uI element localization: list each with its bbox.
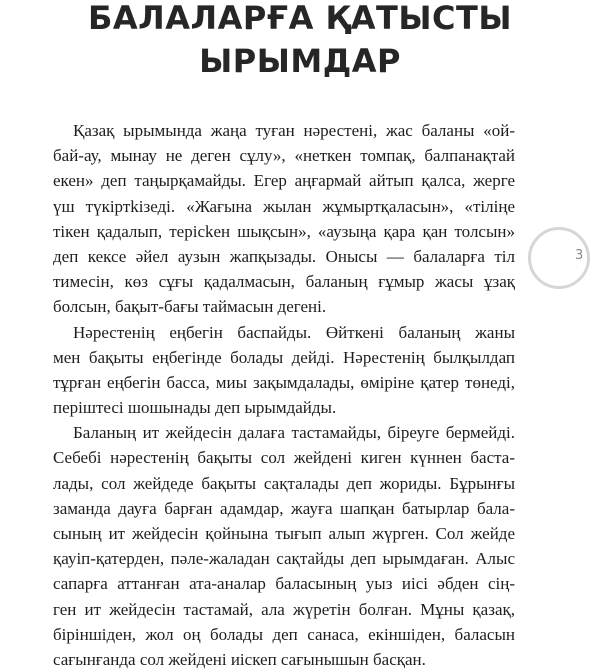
body-text [53, 118, 515, 672]
text-line: тұрған еңбегін басса, миы зақымдалады, өміріне қатер төнеді, [53, 372, 515, 392]
text-line: Баланың ит жейдесін далаға тастамайды, біреуге бермейді. [73, 423, 515, 443]
page-edge [596, 0, 600, 600]
text-line: бай-ау, мынау не деген сұлу», «неткен томпақ, балпанақтай [53, 146, 515, 166]
text-line: Нәрестенің еңбегін баспайды. Өйткені баланың жаны [73, 322, 515, 342]
text-line: заманда дауға барған адамдар, жауға шапқан батырлар бала- [53, 498, 515, 518]
text-line: үш түкіртkізеді. «Жағына жылан жұмыртқаласын», «тіліңе [53, 196, 515, 216]
text-line: ген ит жейдесін тастамай, ала жүретін болған. Мұны қазақ, [53, 599, 515, 619]
text-line: сағынғанда сол жейдені иіскеп сағынышын басқан. [53, 649, 426, 669]
text-line: біріншіден, жол оң болады деп санаса, екіншіден, баласын [53, 624, 515, 644]
text-line: лады, сол жейдеде бақыты сақталады деп жориды. Бұрынғы [53, 473, 515, 493]
text-line: Себебі нәрестенің бақыты сол жейдені киген күннен баста- [53, 448, 515, 468]
text-line: қауіп-қатерден, пәле-жаладан сақтайды деп ырымдаған. Алыс [53, 549, 515, 569]
page-title-line-2: ЫРЫМДАР [199, 42, 401, 80]
text-line: екен» деп таңырқамайды. Егер аңғармай айтып қалса, жерге [53, 171, 515, 191]
page-number: 3 [575, 248, 584, 263]
text-line: тимесін, көз сұғы қадалмасын, баланың ғұмыр жасы ұзақ [53, 272, 515, 292]
text-line: деп кексе әйел аузын жапқызады. Онысы — балаларға тіл [53, 246, 515, 266]
text-line: болсын, бақыт-бағы таймасын дегені. [53, 297, 327, 317]
text-line: сапарға аттанған ата-аналар баласының уыз иісі әбден сің- [53, 574, 515, 594]
text-line: періштесі шошынады деп ырымдайды. [53, 398, 337, 418]
page-title-line-1: БАЛАЛАРҒА ҚАТЫСТЫ [87, 0, 512, 37]
text-line: тікен қадалып, терісkен шықсын», «аузыңа қара қан толсын» [53, 221, 515, 241]
text-line: мен бақыты еңбегінде болады дейді. Нәрестенің былқылдап [53, 347, 515, 367]
text-line: сының ит жейдесін қойнына тығып алып жүрген. Сол жейде [53, 524, 515, 543]
text-line: Қазақ ырымында жаңа туған нәрестені, жас баланы «ой- [73, 121, 515, 140]
